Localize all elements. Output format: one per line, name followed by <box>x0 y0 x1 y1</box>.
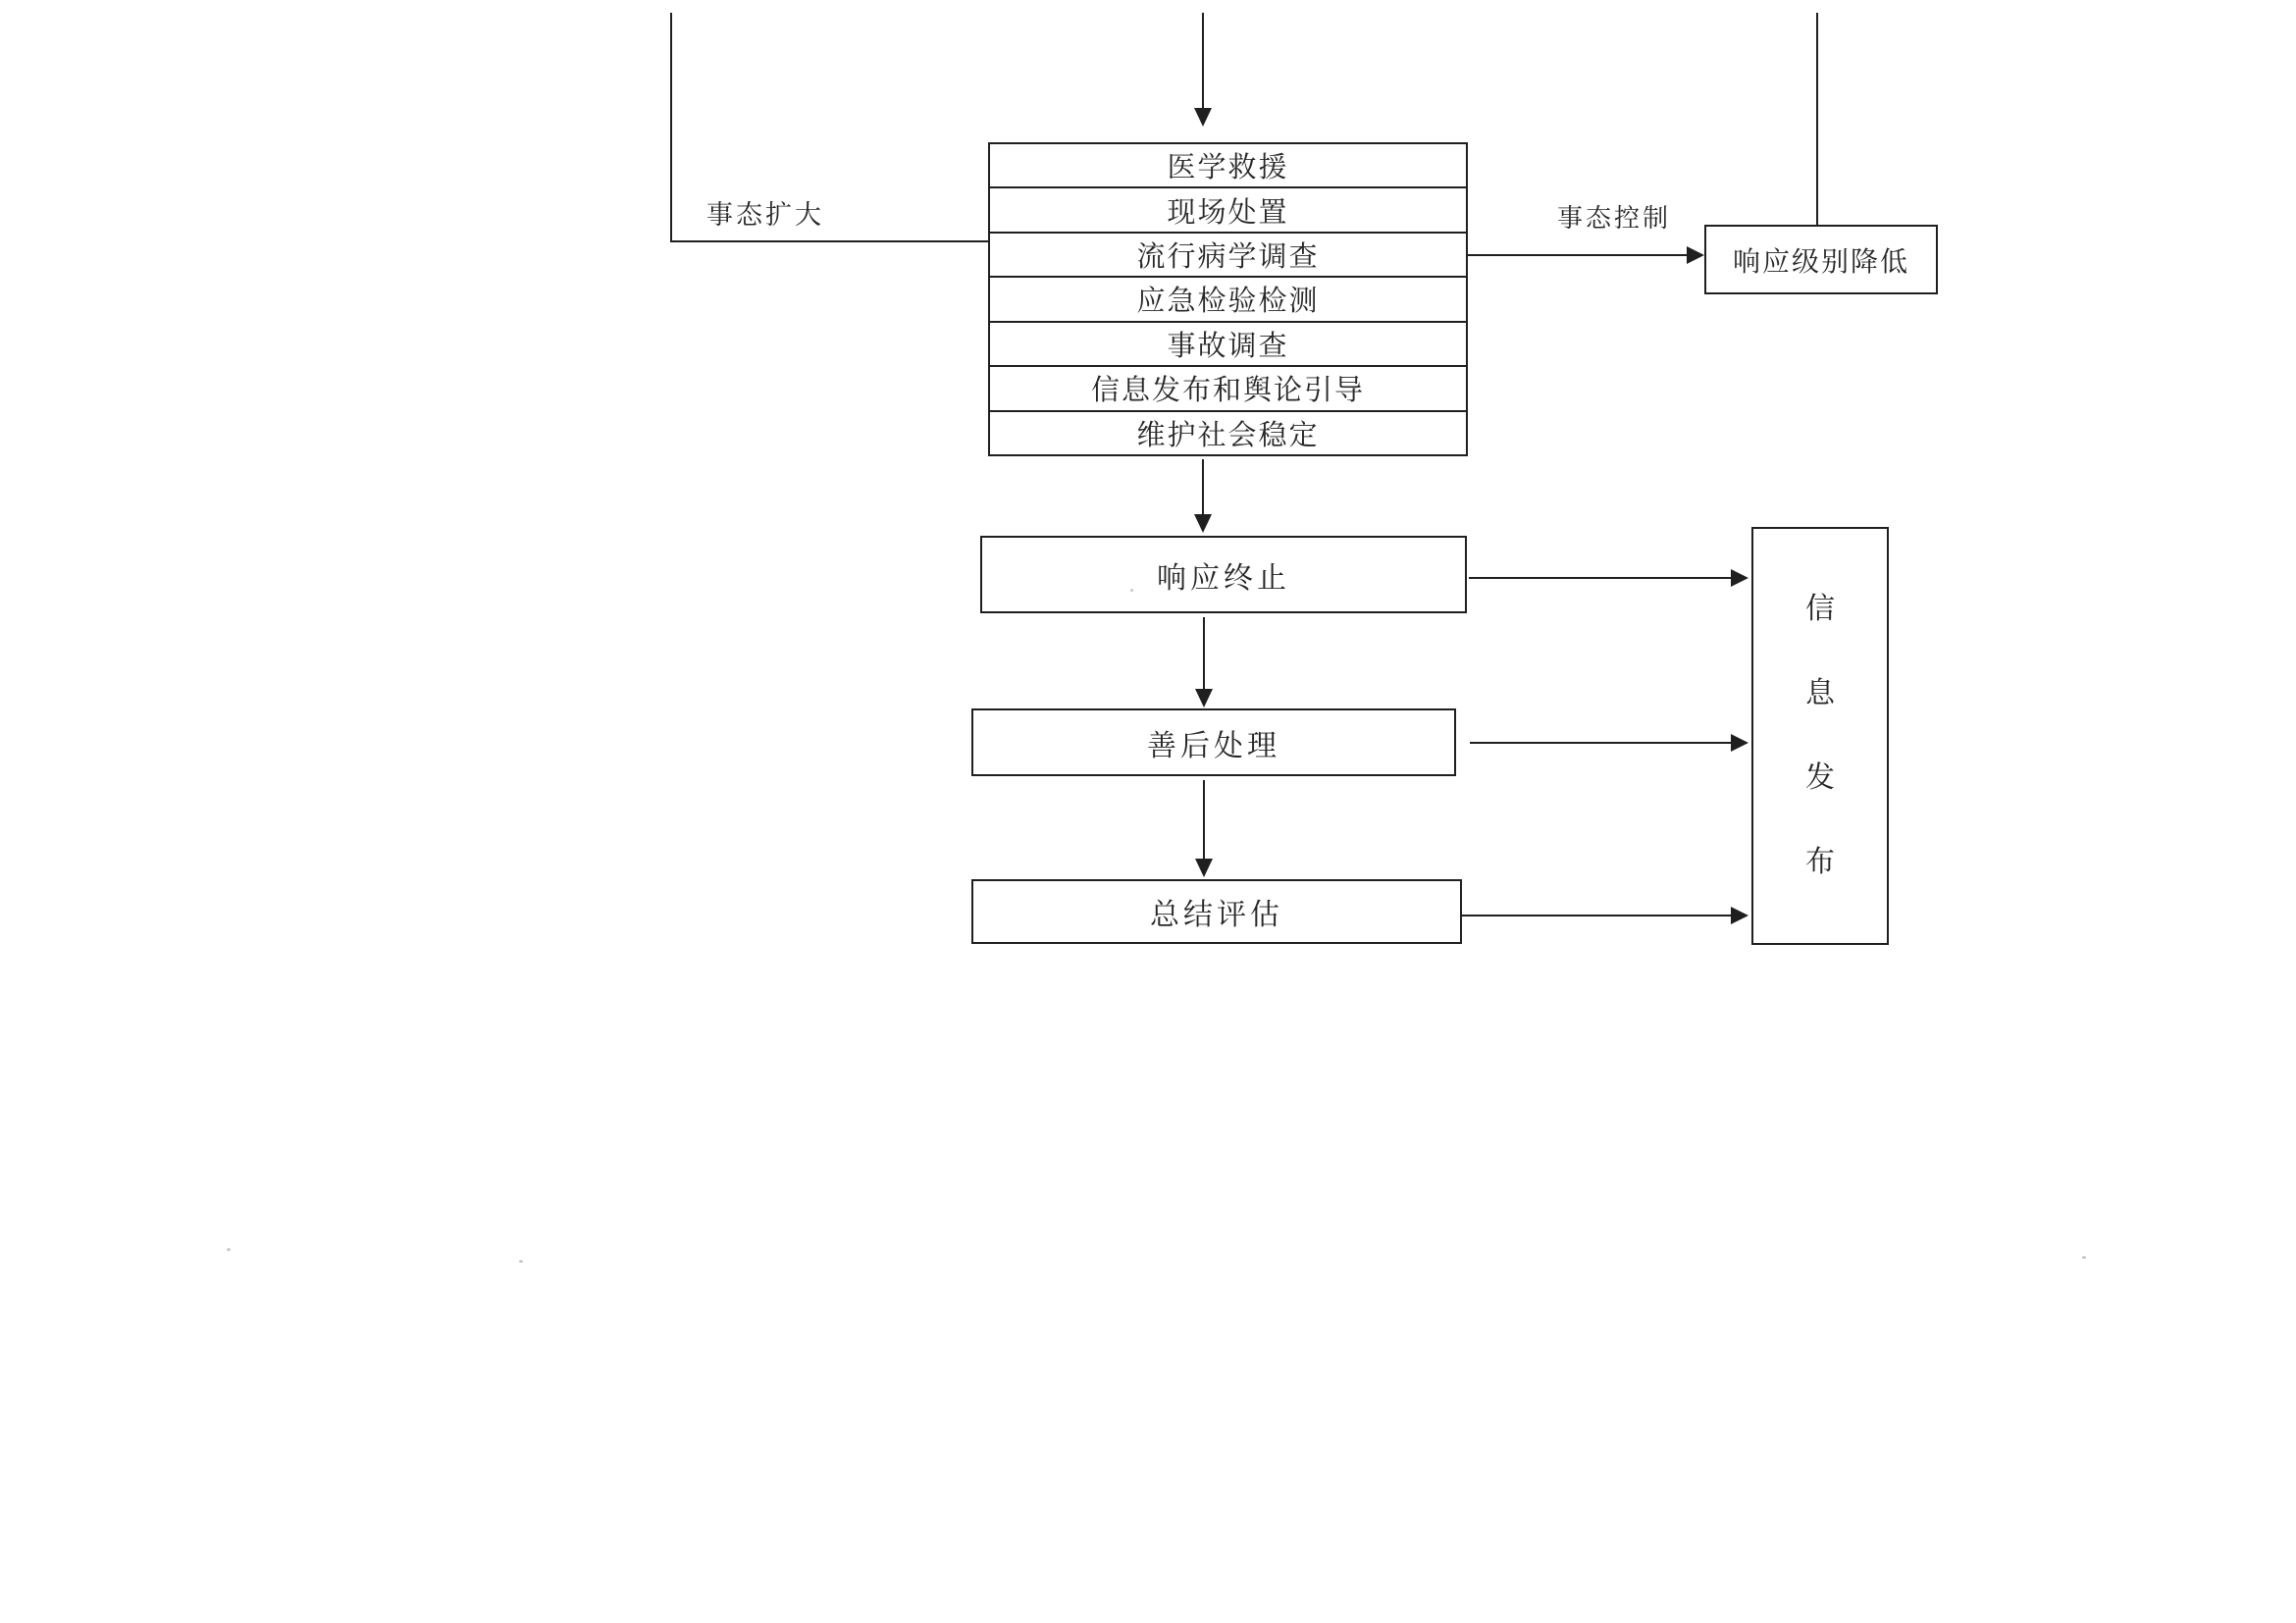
stack-row-accident-investigation: 事故调查 <box>990 323 1466 367</box>
information-release-box <box>1751 527 1889 945</box>
scan-speckle <box>227 1248 231 1251</box>
top-arrow-shaft <box>1202 13 1204 109</box>
summary-evaluation-label: 总结评估 <box>1150 899 1283 931</box>
info-release-char-1: 信 <box>1805 593 1835 625</box>
info-release-char-2: 息 <box>1805 677 1835 709</box>
termination-to-info-arrow-shaft <box>1469 577 1732 579</box>
escalation-label: 事态扩大 <box>706 200 824 230</box>
scan-speckle <box>2082 1256 2086 1259</box>
control-label: 事态控制 <box>1556 204 1671 233</box>
response-level-lowered-box <box>1704 225 1938 294</box>
aftermath-handling-box <box>971 708 1456 776</box>
control-arrow-head-icon <box>1687 246 1704 264</box>
stack-row-info-release-guidance: 信息发布和舆论引导 <box>990 367 1466 411</box>
aftermath-to-info-arrow-shaft <box>1470 742 1732 744</box>
arrow-shaft-to-aftermath <box>1203 617 1205 690</box>
arrow-head-to-termination-icon <box>1194 514 1212 533</box>
response-termination-box <box>980 536 1467 613</box>
info-release-char-3: 发 <box>1805 761 1835 794</box>
escalation-branch-vertical-line <box>670 13 672 242</box>
stack-row-social-stability: 维护社会稳定 <box>1136 419 1320 451</box>
aftermath-handling-label: 善后处理 <box>1147 729 1280 762</box>
stack-row-scene-disposal: 现场处置 <box>990 188 1466 233</box>
response-level-lowered-label: 响应级别降低 <box>1732 246 1909 278</box>
stack-row-epidemiological-investigation: 流行病学调查 <box>990 234 1466 278</box>
arrow-shaft-to-summary <box>1203 780 1205 860</box>
right-branch-vertical-line <box>1816 13 1818 225</box>
stack-row-medical-rescue: 医学救援 <box>990 144 1466 188</box>
response-actions-box <box>988 142 1468 456</box>
arrow-head-to-aftermath-icon <box>1195 689 1213 707</box>
summary-to-info-arrow-shaft <box>1462 915 1732 916</box>
summary-to-info-arrow-head-icon <box>1731 907 1748 924</box>
top-arrow-head-icon <box>1194 108 1212 127</box>
stack-row-emergency-testing: 应急检验检测 <box>990 278 1466 322</box>
escalation-branch-horizontal-line <box>670 240 990 242</box>
aftermath-to-info-arrow-head-icon <box>1731 734 1748 752</box>
response-termination-label: 响应终止 <box>1157 561 1290 595</box>
arrow-shaft-to-termination <box>1202 459 1204 515</box>
scan-speckle <box>519 1260 523 1263</box>
summary-evaluation-box <box>971 879 1462 944</box>
scan-speckle <box>1130 589 1133 592</box>
termination-to-info-arrow-head-icon <box>1731 569 1748 587</box>
arrow-head-to-summary-icon <box>1195 859 1213 877</box>
info-release-char-4: 布 <box>1805 846 1835 878</box>
control-arrow-shaft <box>1468 254 1688 256</box>
